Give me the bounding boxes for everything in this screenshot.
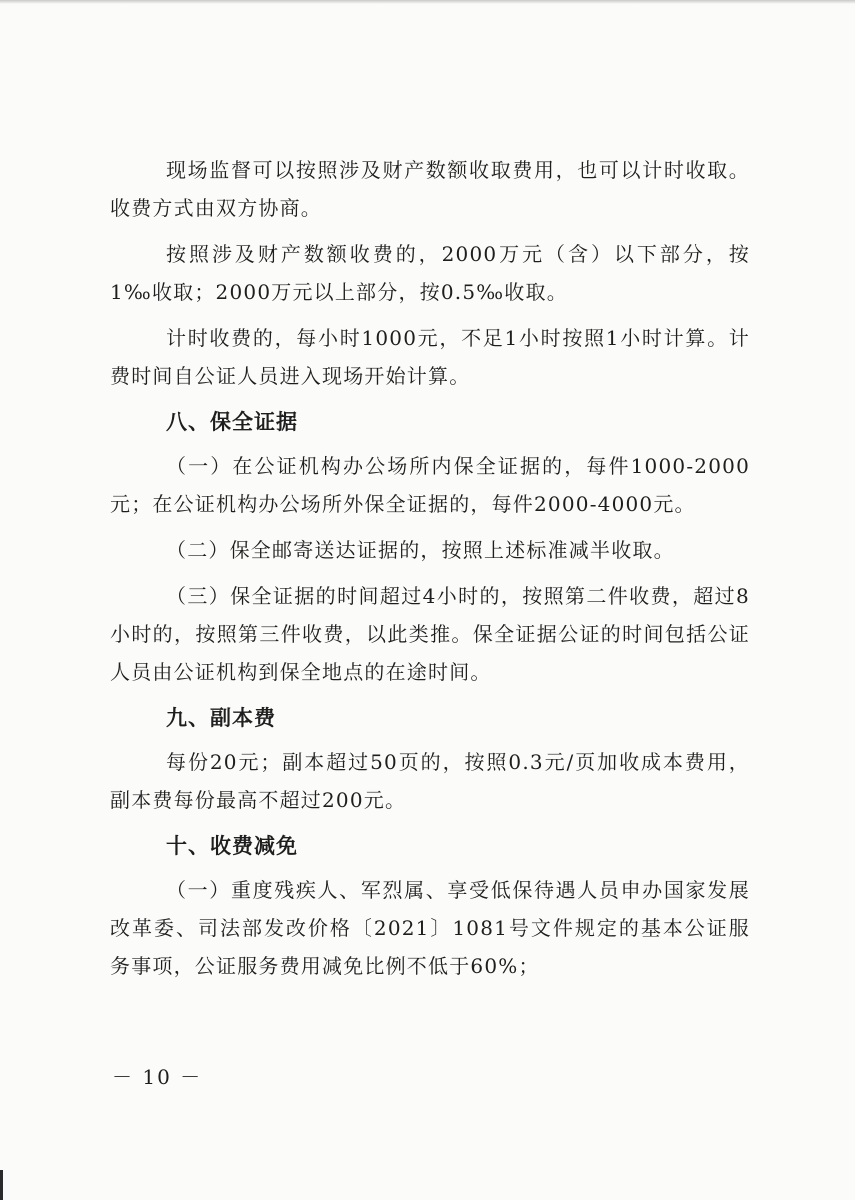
- paragraph-evidence-preservation-1: （一）在公证机构办公场所内保全证据的，每件1000-2000元；在公证机构办公场所外保全证据的，每件2000-4000元。: [110, 454, 750, 516]
- paragraph-copy-fee: 每份20元；副本超过50页的，按照0.3元/页加收成本费用，副本费每份最高不超过200元。: [110, 750, 750, 812]
- section-heading-copy-fee: 九、副本费: [166, 706, 276, 730]
- page-left-edge-mark: [0, 1170, 3, 1200]
- page-top-edge: [0, 0, 855, 4]
- paragraph-site-supervision-fee: 现场监督可以按照涉及财产数额收取费用，也可以计时收取。收费方式由双方协商。: [110, 158, 750, 220]
- paragraph-property-amount-fee: 按照涉及财产数额收费的，2000万元（含）以下部分，按1‰收取；2000万元以上部分，按0.5‰收取。: [110, 242, 750, 304]
- page-number: － 10 －: [112, 1065, 203, 1089]
- paragraph-evidence-preservation-2: （二）保全邮寄送达证据的，按照上述标准减半收取。: [166, 538, 675, 562]
- paragraph-evidence-preservation-3: （三）保全证据的时间超过4小时的，按照第二件收费，超过8小时的，按照第三件收费，以此类推。保全证据公证的时间包括公证人员由公证机构到保全地点的在途时间。: [110, 584, 750, 684]
- section-heading-evidence-preservation: 八、保全证据: [166, 410, 298, 434]
- section-heading-fee-reduction: 十、收费减免: [166, 834, 298, 858]
- document-body: [110, 151, 750, 993]
- paragraph-hourly-fee: 计时收费的，每小时1000元，不足1小时按照1小时计算。计费时间自公证人员进入现场开始计算。: [110, 326, 750, 388]
- paragraph-fee-reduction-1: （一）重度残疾人、军烈属、享受低保待遇人员申办国家发展改革委、司法部发改价格〔2021〕1081号文件规定的基本公证服务事项，公证服务费用减免比例不低于60%；: [110, 878, 750, 978]
